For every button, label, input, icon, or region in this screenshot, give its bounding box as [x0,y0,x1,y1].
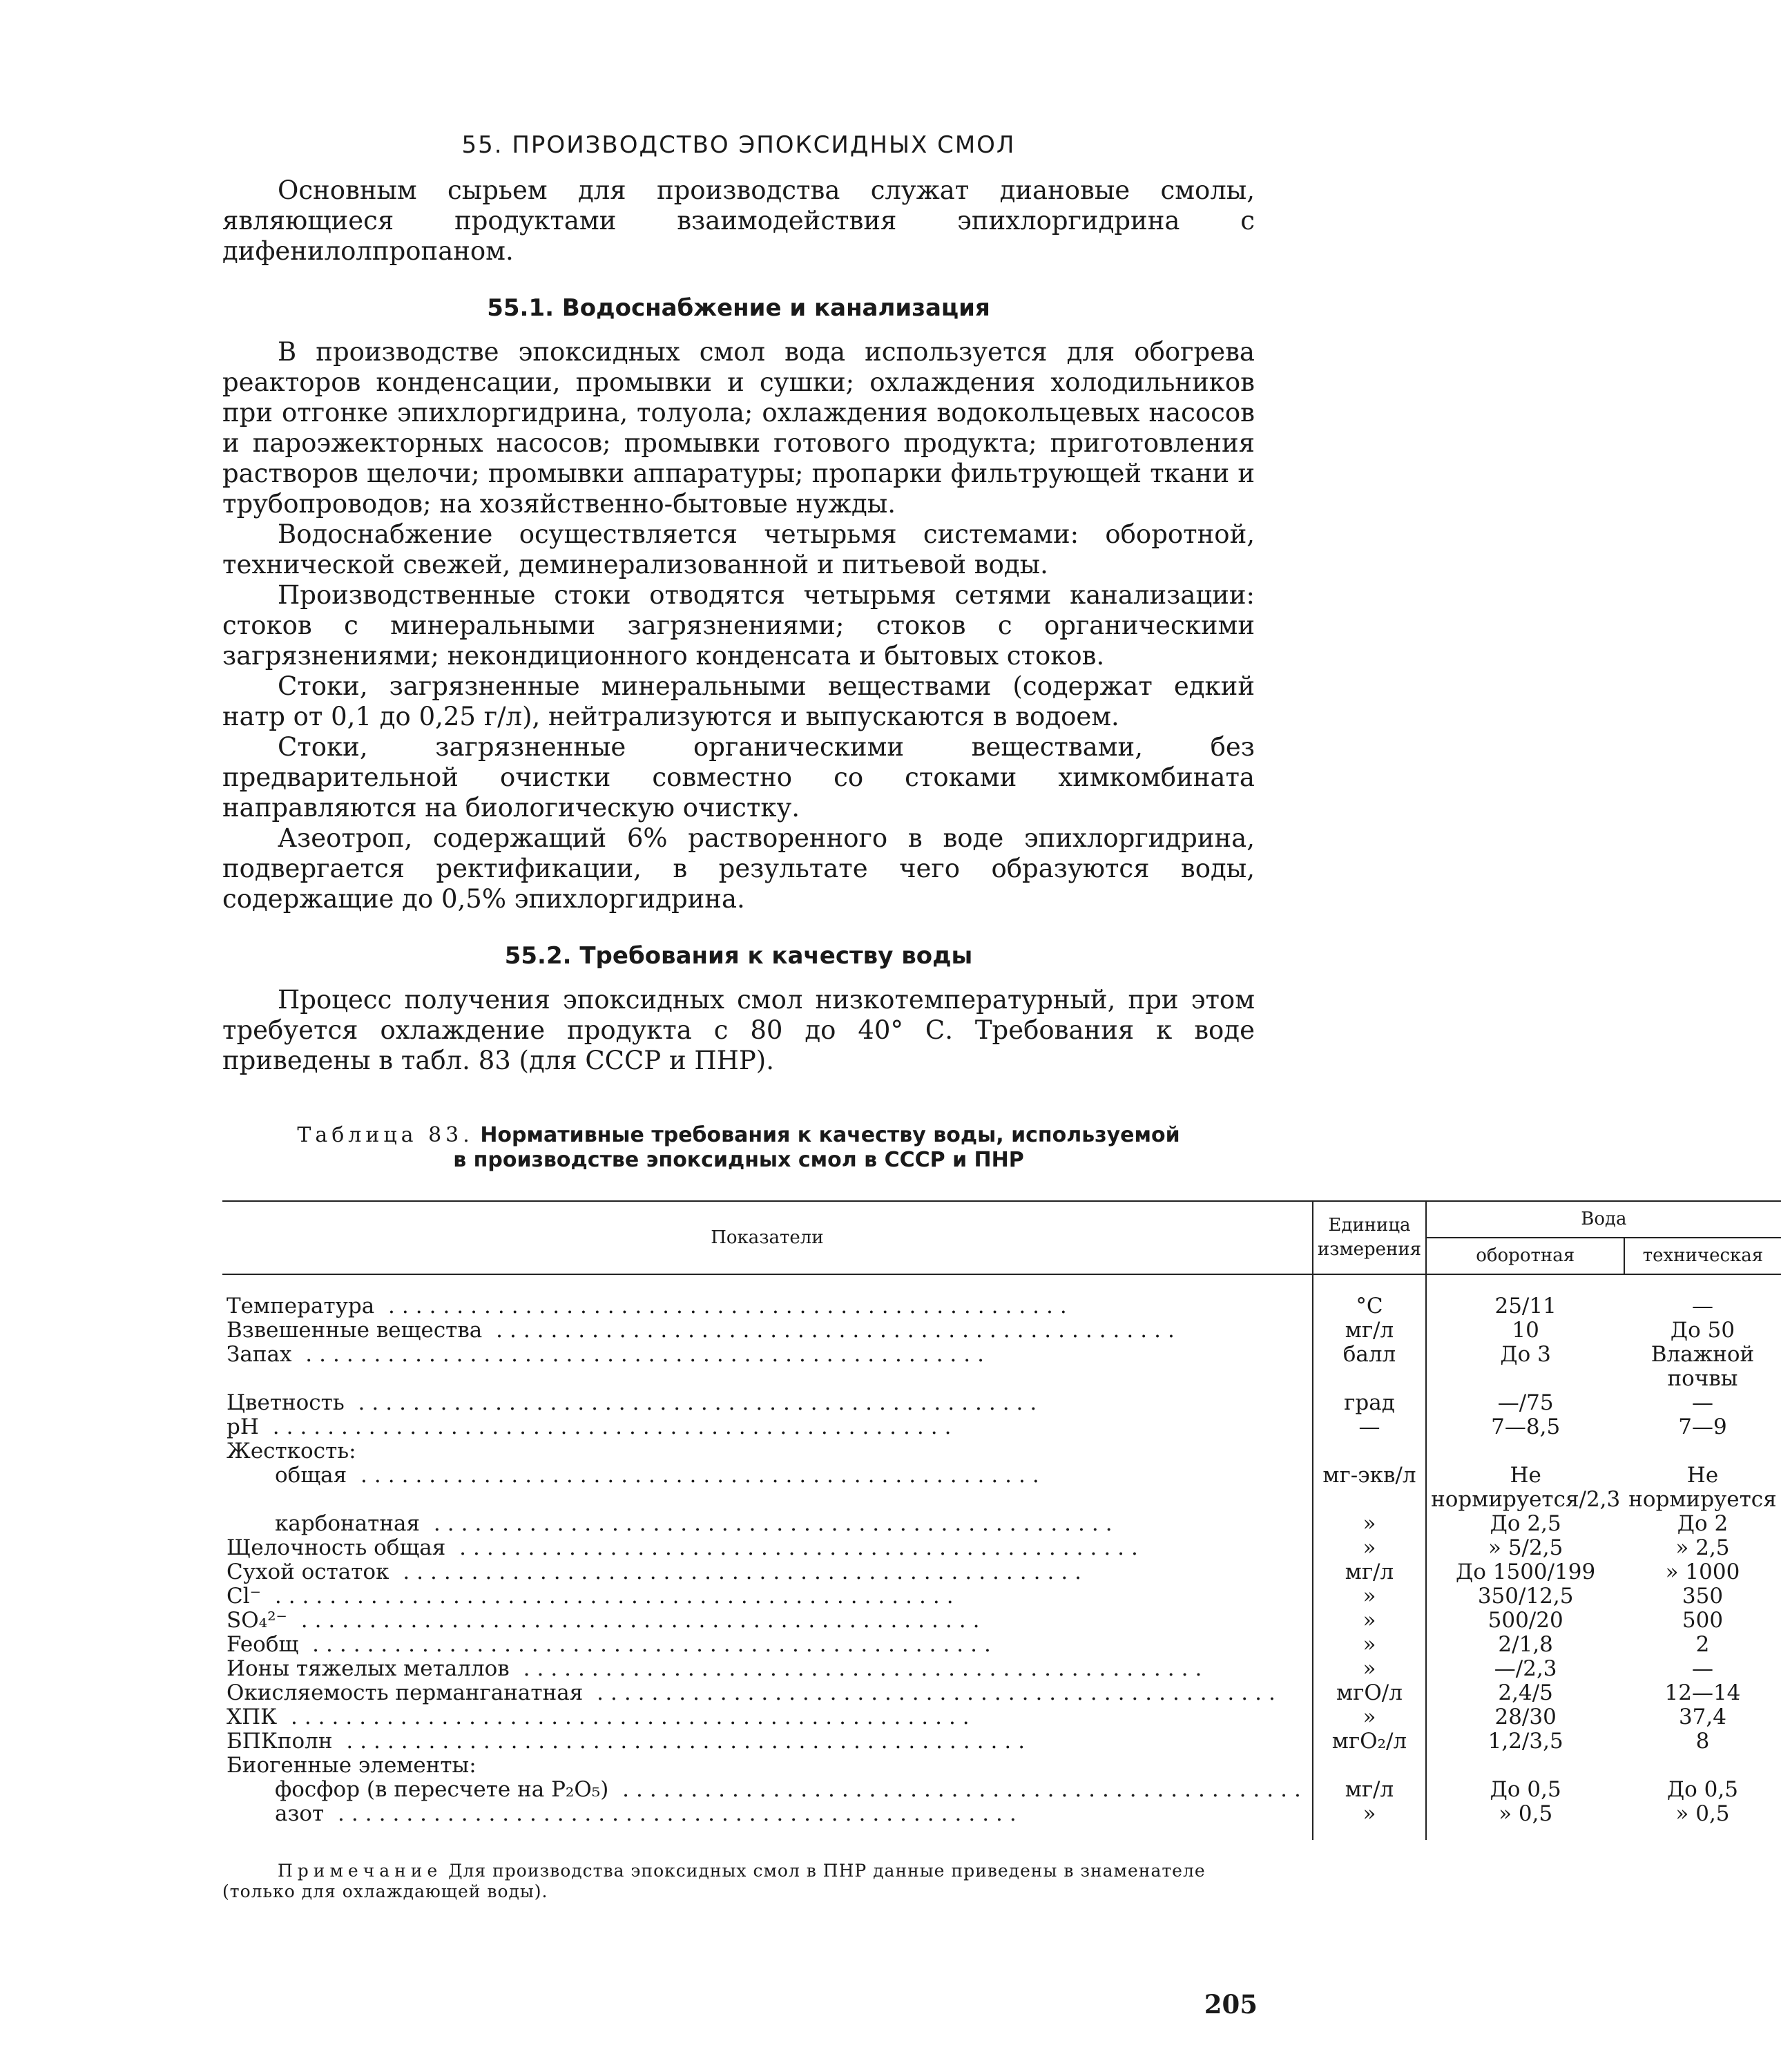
cell-indicator [222,1536,1313,1560]
cell-circulating: До 1500/199 [1456,1560,1596,1584]
cell-indicator [222,1274,1313,1318]
cell-technical: 8 [1695,1729,1710,1754]
cell-technical: » 0,5 [1675,1801,1730,1826]
cell-indicator [222,1754,1313,1778]
cell-circulating: » 0,5 [1499,1801,1553,1826]
cell-indicator [222,1657,1313,1681]
cell-circulating: Не нормируется/2,3 [1431,1463,1621,1512]
table-row [222,1609,1781,1633]
cell-unit [1313,1754,1426,1778]
cell-technical [1624,1439,1780,1464]
table-row [222,1754,1781,1778]
cell-indicator [222,1464,1313,1512]
leader-dots: .................................................. [277,1705,976,1729]
page-number: 205 [1204,1989,1258,2020]
indicator-name: Биогенные элементы: [227,1753,476,1778]
cell-unit: » [1313,1584,1426,1609]
cell-circulating: До 2,5 [1490,1511,1561,1536]
cell-technical: До 0,5 [1666,1777,1738,1802]
table-row [222,1560,1781,1584]
cell-circulating: До 3 [1500,1342,1551,1367]
cell-technical: — [1691,1656,1713,1681]
cell-indicator [222,1729,1313,1754]
cell-unit [1313,1439,1426,1464]
indicator-name: азот [275,1801,325,1826]
water-quality-table [222,1200,1781,1840]
cell-unit: » [1313,1633,1426,1657]
cell-unit: » [1313,1657,1426,1681]
cell-technical: — [1691,1294,1713,1318]
cell-unit: — [1313,1415,1426,1439]
section-title-1: 55.1. Водоснабжение и канализация [487,294,990,322]
table-caption-line1: Нормативные требования к качеству воды, используемой [480,1123,1180,1147]
leader-dots: .................................................. [291,1342,991,1367]
table-row [222,1274,1781,1318]
cell-circulating [1426,1754,1624,1778]
table-row [222,1584,1781,1609]
cell-technical: 2 [1695,1632,1710,1657]
cell-technical: Не нормируется [1628,1463,1777,1512]
indicator-name: Окисляемость перманганатная [227,1680,584,1705]
paragraph: Водоснабжение осуществляется четырьмя системами: оборотной, технической свежей, деминерализованной и питьевой воды. [222,519,1255,579]
paragraph: Стоки, загрязненные органическими веществами, без предварительной очистки совместно со стоками химкомбината направляются на биологическую очистку. [222,732,1255,823]
cell-unit: » [1313,1512,1426,1536]
table-row [222,1729,1781,1754]
cell-unit: °С [1313,1274,1426,1318]
table-body [222,1274,1781,1840]
cell-technical: 500 [1682,1608,1724,1633]
cell-indicator [222,1681,1313,1705]
cell-technical: 12—14 [1664,1680,1741,1705]
cell-technical: 37,4 [1678,1705,1726,1729]
cell-unit: мг-экв/л [1313,1464,1426,1512]
indicator-name: Сухой остаток [227,1560,389,1584]
leader-dots: .................................................. [389,1560,1089,1584]
cell-indicator [222,1705,1313,1729]
cell-unit: мгО/л [1313,1681,1426,1705]
cell-unit: мг/л [1313,1560,1426,1584]
table-row [222,1681,1781,1705]
table-row [222,1536,1781,1560]
indicator-name: Cl⁻ [227,1584,261,1609]
cell-technical: » 1000 [1665,1560,1740,1584]
cell-technical: » 2,5 [1675,1535,1730,1560]
cell-unit: мг/л [1313,1318,1426,1343]
cell-indicator [222,1439,1313,1464]
indicator-name: фосфор (в пересчете на P₂O₅) [275,1777,609,1802]
cell-circulating: 2/1,8 [1498,1632,1553,1657]
indicator-name: SO₄²⁻ [227,1608,287,1633]
table-note [222,1861,1255,1902]
cell-unit: » [1313,1705,1426,1729]
cell-technical: 7—9 [1678,1414,1727,1439]
cell-indicator [222,1802,1313,1840]
cell-circulating: 25/11 [1494,1294,1557,1318]
paragraph: В производстве эпоксидных смол вода используется для обогрева реакторов конденсации, промывки и сушки; охлаждения холодильников при отгонке эпихлоргидрина, толуола; охлаждения водокольцевых насосов и пароэжекторных насосов; промывки готового продукта; приготовления растворов щелочи; промывки аппаратуры; пропарки фильтрующей ткани и трубопроводов; на хозяйственно-бытовые нужды. [222,337,1255,519]
leader-dots: .................................................. [347,1463,1046,1488]
intro-paragraph: Основным сырьем для производства служат диановые смолы, являющиеся продуктами взаимодействия эпихлоргидрина с дифенилолпропаном. [222,175,1255,266]
indicator-name: Ионы тяжелых металлов [227,1656,510,1681]
cell-circulating: До 0,5 [1490,1777,1561,1802]
table-row [222,1633,1781,1657]
cell-indicator [222,1343,1313,1391]
paragraph: Стоки, загрязненные минеральными веществами (содержат едкий натр от 0,1 до 0,25 г/л), нейтрализуются и выпускаются в водоем. [222,671,1255,731]
cell-indicator [222,1391,1313,1415]
leader-dots: .................................................. [374,1294,1074,1318]
leader-dots: .................................................. [332,1729,1032,1754]
cell-unit: » [1313,1802,1426,1840]
indicator-name: Жесткость: [227,1439,356,1464]
indicator-name: Взвешенные вещества [227,1318,483,1343]
leader-dots: .................................................. [287,1608,987,1633]
leader-dots: .................................................. [344,1390,1044,1415]
indicator-name: pH [227,1414,259,1439]
page-content [222,117,1777,1902]
cell-indicator [222,1318,1313,1343]
cell-circulating: 7—8,5 [1491,1414,1561,1439]
table-label: Таблица 83. [297,1123,474,1147]
cell-circulating: 350/12,5 [1477,1584,1574,1609]
cell-unit: град [1313,1391,1426,1415]
cell-circulating: —/2,3 [1494,1656,1557,1681]
paragraph: Азеотроп, содержащий 6% растворенного в воде эпихлоргидрина, подвергается ректификации, в результате чего образуются воды, содержащие до 0,5% эпихлоргидрина. [222,823,1255,914]
indicator-name: БПКполн [227,1729,333,1754]
paragraph: Производственные стоки отводятся четырьмя сетями канализации: стоков с минеральными загрязнениями; стоков с органическими загрязнениями; некондиционного конденсата и бытовых стоков. [222,580,1255,671]
cell-indicator [222,1584,1313,1609]
leader-dots: .................................................. [482,1318,1182,1343]
cell-circulating [1426,1439,1624,1464]
cell-indicator [222,1633,1313,1657]
table-row [222,1415,1781,1439]
section1-body [222,337,1255,914]
header-technical: техническая [1624,1238,1780,1274]
cell-technical [1624,1754,1780,1778]
header-unit: Единица измерения [1313,1201,1426,1274]
indicator-name: Запах [227,1342,292,1367]
leader-dots: .................................................. [583,1680,1282,1705]
cell-indicator [222,1560,1313,1584]
table-row [222,1512,1781,1536]
indicator-name: Цветность [227,1390,345,1415]
cell-circulating: 2,4/5 [1498,1680,1553,1705]
cell-circulating: 28/30 [1494,1705,1557,1729]
cell-technical: — [1691,1390,1713,1415]
cell-unit: мг/л [1313,1778,1426,1802]
table-caption-line2: в производстве эпоксидных смол в СССР и ПНР [453,1148,1024,1172]
cell-indicator [222,1609,1313,1633]
indicator-name: общая [275,1463,347,1488]
cell-indicator [222,1415,1313,1439]
header-circulating: оборотная [1476,1245,1575,1266]
leader-dots: .................................................. [509,1656,1209,1681]
leader-dots: .................................................. [420,1511,1119,1536]
leader-dots: .................................................. [298,1632,998,1657]
indicator-name: Щелочность общая [227,1535,446,1560]
table-row [222,1705,1781,1729]
cell-technical: Влажной почвы [1650,1342,1755,1391]
cell-circulating: —/75 [1497,1390,1554,1415]
table-row [222,1778,1781,1802]
section-title-2: 55.2. Требования к качеству воды [504,942,973,970]
cell-circulating: 10 [1512,1318,1539,1343]
cell-technical: До 2 [1677,1511,1729,1536]
section2-paragraph: Процесс получения эпоксидных смол низкотемпературный, при этом требуется охлаждение продукта с 80 до 40° С. Требования к воде приведены в табл. 83 (для СССР и ПНР). [222,985,1255,1075]
cell-circulating: 500/20 [1488,1608,1563,1633]
table-caption [222,1123,1255,1173]
leader-dots: .................................................. [445,1535,1145,1560]
cell-unit: балл [1313,1343,1426,1391]
indicator-name: ХПК [227,1705,278,1729]
note-text: Для производства эпоксидных смол в ПНР данные приведены в знаменателе (только для охлаждающей воды). [222,1861,1206,1901]
table-row [222,1464,1781,1512]
header-water: Вода [1426,1201,1781,1238]
cell-unit: » [1313,1536,1426,1560]
chapter-title: 55. ПРОИЗВОДСТВО ЭПОКСИДНЫХ СМОЛ [461,131,1016,159]
cell-unit: мгО₂/л [1313,1729,1426,1754]
cell-technical: До 50 [1670,1318,1735,1343]
header-indicator: Показатели [711,1227,824,1248]
table-row [222,1439,1781,1464]
cell-circulating: » 5/2,5 [1488,1535,1563,1560]
cell-indicator [222,1778,1313,1802]
indicator-name: карбонатная [275,1511,421,1536]
table-row [222,1802,1781,1840]
leader-dots: .................................................. [258,1414,959,1439]
leader-dots: .................................................. [324,1801,1023,1826]
cell-indicator [222,1512,1313,1536]
cell-unit: » [1313,1609,1426,1633]
cell-technical: 350 [1682,1584,1724,1609]
table-row [222,1657,1781,1681]
indicator-name: Температура [227,1294,375,1318]
leader-dots: .................................................. [608,1777,1308,1802]
indicator-name: Feобщ [227,1632,299,1657]
cell-circulating: 1,2/3,5 [1488,1729,1563,1754]
table-row [222,1318,1781,1343]
leader-dots: .................................................. [261,1584,961,1609]
note-label: Примечание [278,1861,443,1881]
table-row [222,1343,1781,1391]
table-row [222,1391,1781,1415]
